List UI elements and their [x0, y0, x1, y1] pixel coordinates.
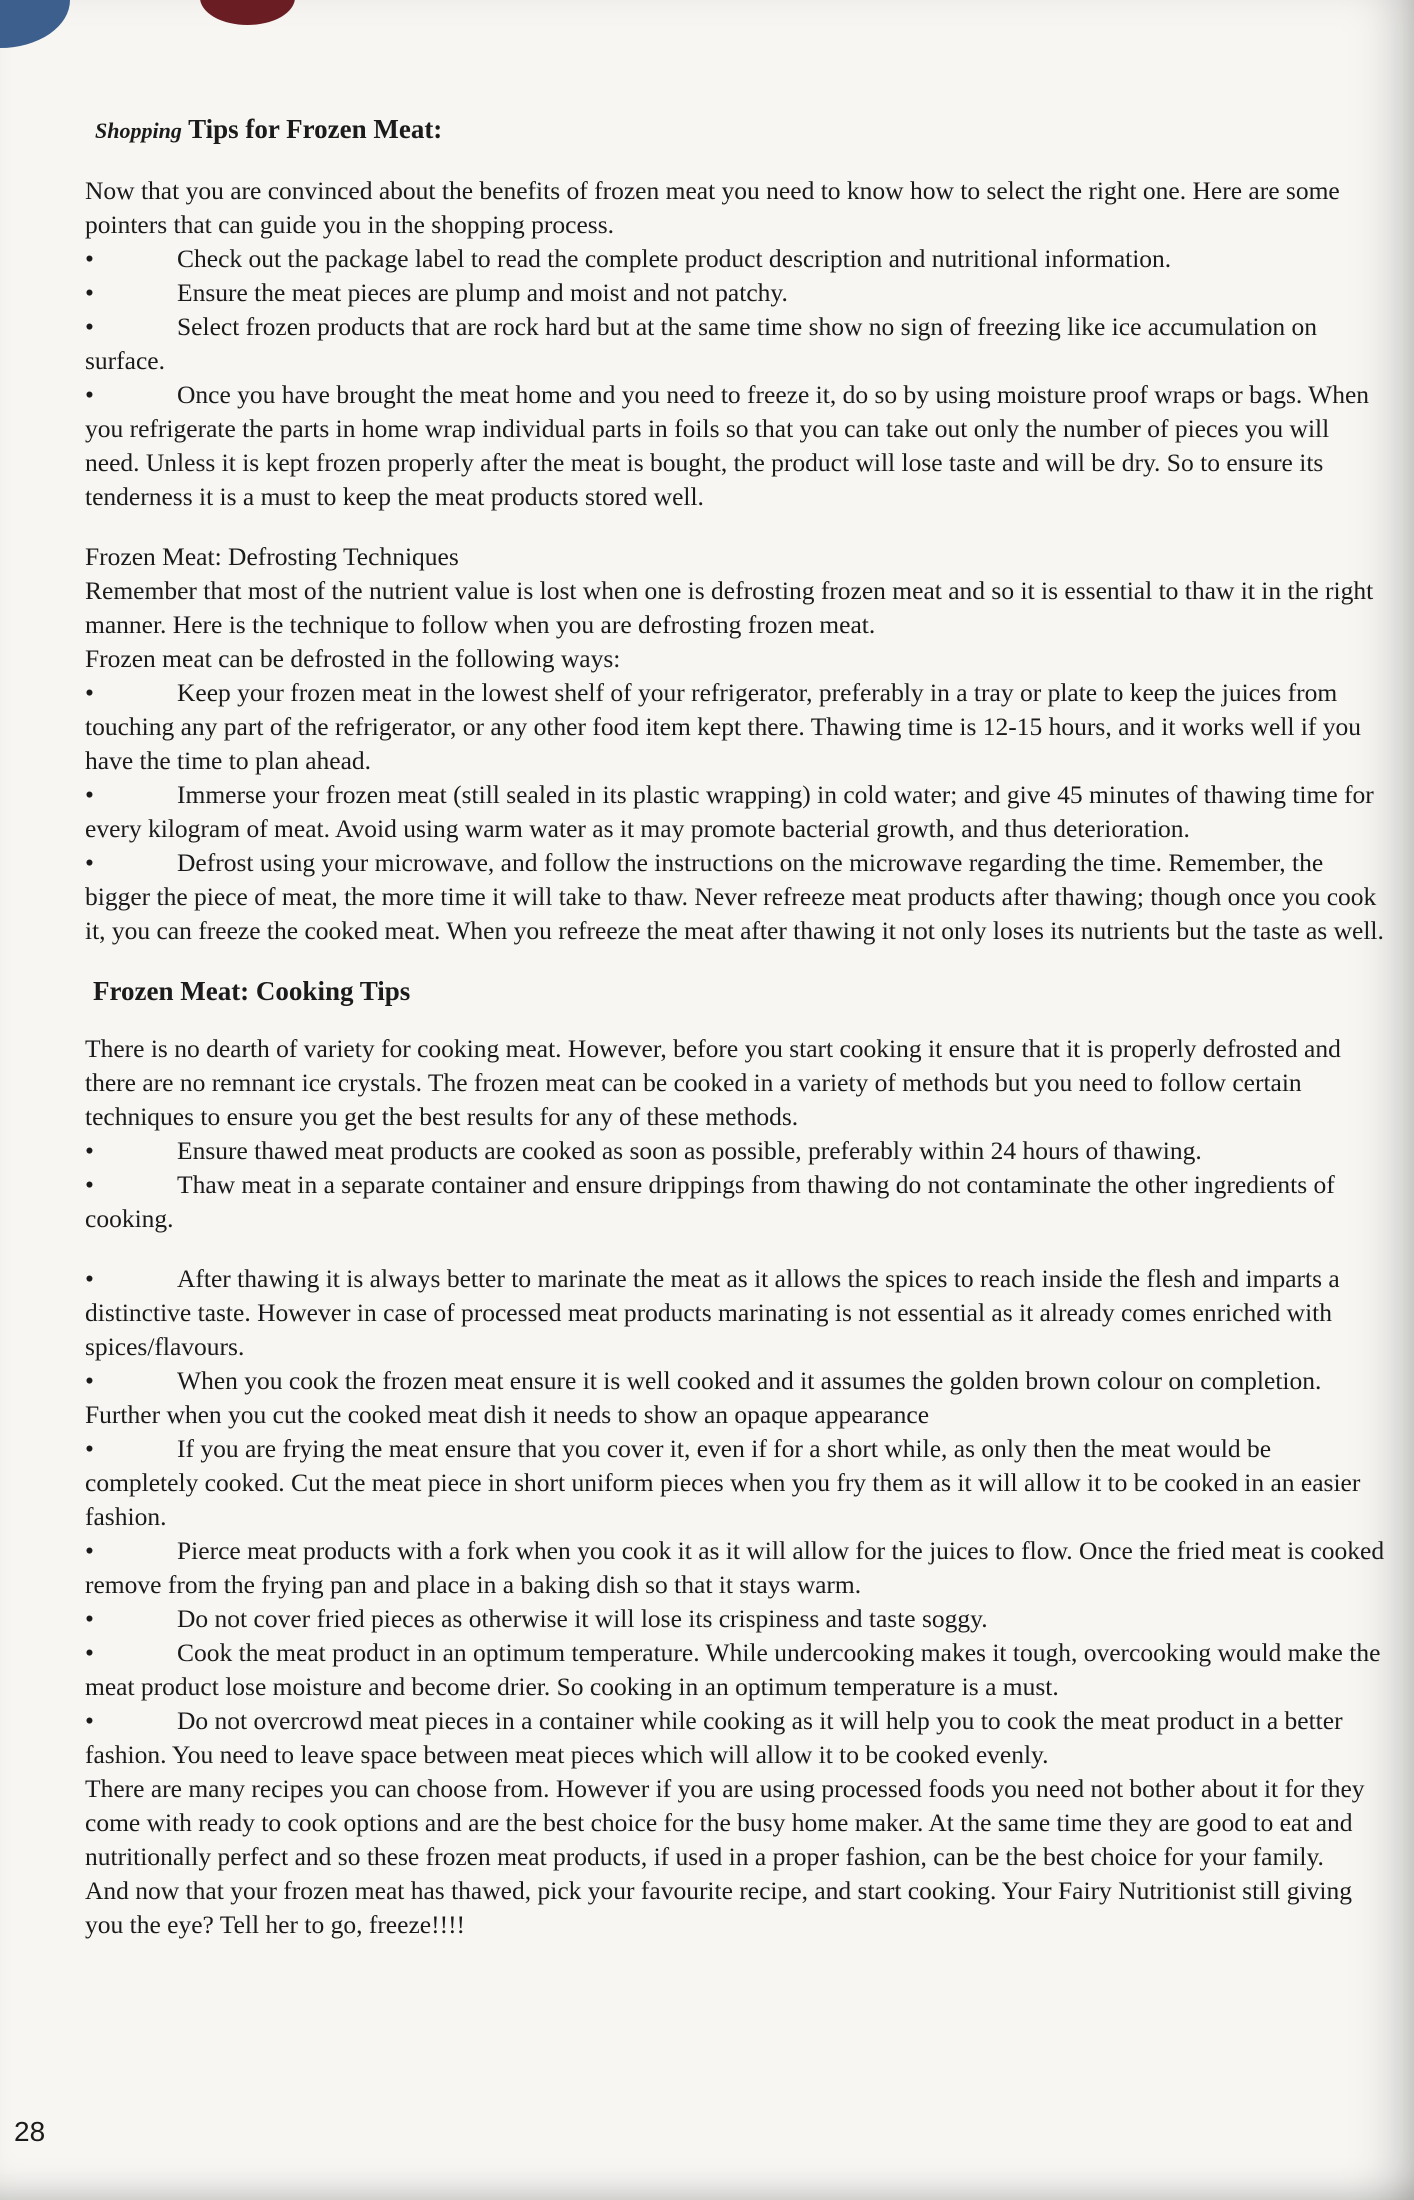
- list-item: [85, 1432, 1385, 1534]
- page-corner-blob: [200, 0, 295, 25]
- list-item-text: If you are frying the meat ensure that you cover it, even if for a short while, as only then the meat would be completely cooked. Cut the meat piece in short uniform pieces when you fry them as it will allow it to be cooked in an easier fashion.: [85, 1434, 1361, 1531]
- list-item: [85, 1602, 1385, 1636]
- list-item: [85, 1364, 1385, 1432]
- list-item-text: Ensure the meat pieces are plump and moist and not patchy.: [177, 278, 788, 307]
- bullet-symbol: •: [85, 1366, 94, 1395]
- list-item-text: Thaw meat in a separate container and ensure drippings from thawing do not contaminate the other ingredients of cooking.: [85, 1170, 1335, 1233]
- list-item: [85, 310, 1385, 378]
- defrost-paragraph-1: Remember that most of the nutrient value is lost when one is defrosting frozen meat and so it is essential to thaw it in the right manner. Here is the technique to follow when you are defrosting frozen meat.: [85, 576, 1374, 639]
- bullet-symbol: •: [85, 1706, 94, 1735]
- list-item: [85, 242, 1385, 276]
- bullet-symbol: •: [85, 1136, 94, 1165]
- list-item-text: Do not cover fried pieces as otherwise it will lose its crispiness and taste soggy.: [177, 1604, 988, 1633]
- list-item-text: Keep your frozen meat in the lowest shelf of your refrigerator, preferably in a tray or plate to keep the juices from touching any part of the refrigerator, or any other food item kept there. Thawing time is 12-15 hours, and it works well if you have the time to plan ahead.: [85, 678, 1362, 775]
- page-content: [85, 112, 1385, 1942]
- bullet-symbol: •: [85, 1170, 94, 1199]
- bullet-symbol: •: [85, 312, 94, 341]
- spacer: [85, 1236, 1385, 1262]
- page-number: 28: [14, 2116, 46, 2147]
- bullet-symbol: •: [85, 1604, 94, 1633]
- bullet-symbol: •: [85, 380, 94, 409]
- list-item: [85, 1168, 1385, 1236]
- list-item: [85, 1134, 1385, 1168]
- list-item-text: After thawing it is always better to marinate the meat as it allows the spices to reach inside the flesh and imparts a distinctive taste. However in case of processed meat products marinating is not essential as it already comes enriched with spices/flavours.: [85, 1264, 1340, 1361]
- list-item-text: Pierce meat products with a fork when you cook it as it will allow for the juices to flow. Once the fried meat is cooked remove from the frying pan and place in a baking dish so that it stays warm.: [85, 1536, 1385, 1599]
- bullet-symbol: •: [85, 678, 94, 707]
- bullet-symbol: •: [85, 780, 94, 809]
- shopping-intro: Now that you are convinced about the benefits of frozen meat you need to know how to select the right one. Here are some pointers that can guide you in the shopping process.: [85, 176, 1340, 239]
- bullet-symbol: •: [85, 1434, 94, 1463]
- list-item-text: Select frozen products that are rock hard but at the same time show no sign of freezing like ice accumulation on surface.: [85, 312, 1318, 375]
- list-item-text: Once you have brought the meat home and you need to freeze it, do so by using moisture proof wraps or bags. When you refrigerate the parts in home wrap individual parts in foils so that you can take out only the number of pieces you will need. Unless it is kept frozen properly after the meat is bought, the product will lose taste and will be dry. So to ensure its tenderness it is a must to keep the meat products stored well.: [85, 380, 1370, 511]
- bullet-symbol: •: [85, 848, 94, 877]
- cooking-closing-2: And now that your frozen meat has thawed, pick your favourite recipe, and start cooking. Your Fairy Nutritionist still giving you the eye? Tell her to go, freeze!!!!: [85, 1876, 1352, 1939]
- list-item-text: When you cook the frozen meat ensure it is well cooked and it assumes the golden brown colour on completion. Further when you cut the cooked meat dish it needs to show an opaque appearance: [85, 1366, 1322, 1429]
- bullet-symbol: •: [85, 1638, 94, 1667]
- cooking-intro: There is no dearth of variety for cooking meat. However, before you start cooking it ensure that it is properly defrosted and there are no remnant ice crystals. The frozen meat can be cooked in a variety of methods but you need to follow certain techniques to ensure you get the best results for any of these methods.: [85, 1034, 1341, 1131]
- list-item: [85, 1636, 1385, 1704]
- list-item: [85, 1534, 1385, 1602]
- title-rest: Tips for Frozen Meat:: [181, 114, 443, 144]
- list-item-text: Check out the package label to read the complete product description and nutritional information.: [177, 244, 1172, 273]
- list-item-text: Cook the meat product in an optimum temperature. While undercooking makes it tough, overcooking would make the meat product lose moisture and become drier. So cooking in an optimum temperature is a must.: [85, 1638, 1381, 1701]
- list-item: [85, 1262, 1385, 1364]
- bullet-symbol: •: [85, 1536, 94, 1565]
- shopping-bullet-list: [85, 242, 1385, 514]
- list-item: [85, 276, 1385, 310]
- cooking-closing-1: There are many recipes you can choose from. However if you are using processed foods you need not bother about it for they come with ready to cook options and are the best choice for the busy home maker. At the same time they are good to eat and nutritionally perfect and so these frozen meat products, if used in a proper fashion, can be the best choice for your family.: [85, 1774, 1365, 1871]
- list-item-text: Defrost using your microwave, and follow the instructions on the microwave regarding the time. Remember, the bigger the piece of meat, the more time it will take to thaw. Never refreeze meat products after thawing; though once you cook it, you can freeze the cooked meat. When you refreeze the meat after thawing it not only loses its nutrients but the taste as well.: [85, 848, 1384, 945]
- bullet-symbol: •: [85, 1264, 94, 1293]
- defrost-paragraph-2: Frozen meat can be defrosted in the following ways:: [85, 644, 621, 673]
- list-item: [85, 378, 1385, 514]
- list-item-text: Ensure thawed meat products are cooked as soon as possible, preferably within 24 hours of thawing.: [177, 1136, 1202, 1165]
- page-title: [95, 112, 1385, 148]
- list-item-text: Immerse your frozen meat (still sealed in its plastic wrapping) in cold water; and give 45 minutes of thawing time for every kilogram of meat. Avoid using warm water as it may promote bacterial growth, and thus deterioration.: [85, 780, 1374, 843]
- list-item: [85, 846, 1385, 948]
- spacer: [85, 514, 1385, 540]
- list-item: [85, 1704, 1385, 1772]
- defrost-bullet-list: [85, 676, 1385, 948]
- page-corner-shadow: [0, 0, 70, 48]
- bullet-symbol: •: [85, 278, 94, 307]
- cooking-heading: Frozen Meat: Cooking Tips: [93, 976, 411, 1006]
- bullet-symbol: •: [85, 244, 94, 273]
- defrost-heading: Frozen Meat: Defrosting Techniques: [85, 542, 459, 571]
- title-prefix: Shopping: [95, 118, 182, 143]
- cooking-bullet-list-a: [85, 1134, 1385, 1236]
- cooking-bullet-list-b: [85, 1262, 1385, 1772]
- list-item: [85, 676, 1385, 778]
- list-item-text: Do not overcrowd meat pieces in a container while cooking as it will help you to cook the meat product in a better fashion. You need to leave space between meat pieces which will allow it to be cooked evenly.: [85, 1706, 1343, 1769]
- list-item: [85, 778, 1385, 846]
